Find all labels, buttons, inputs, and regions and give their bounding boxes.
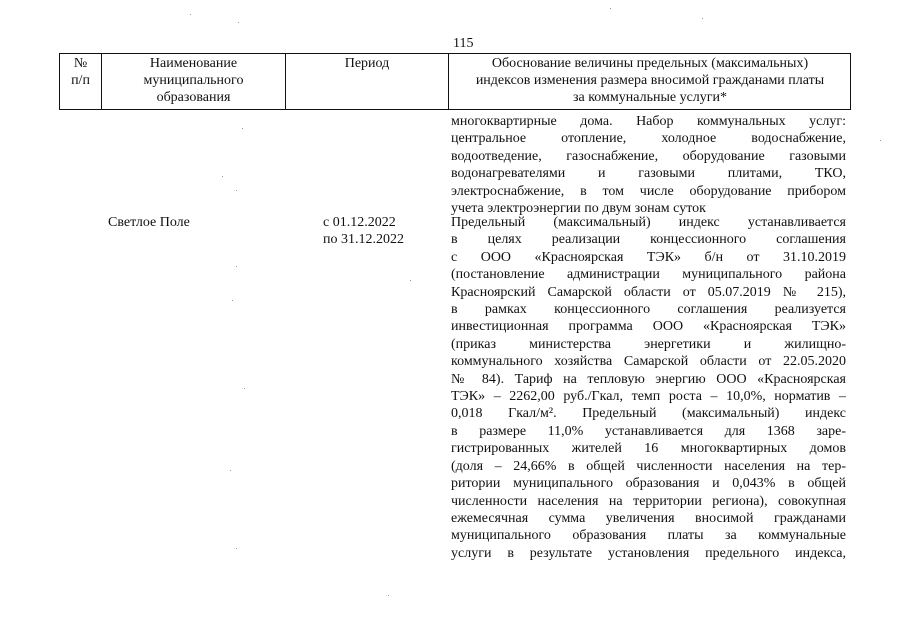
text-line: муниципального образования платы за коммунальные bbox=[451, 528, 846, 544]
period-end: по 31.12.2022 bbox=[323, 232, 404, 248]
text-line: коммунального хозяйства Самарской области от 22.05.2020 bbox=[451, 354, 846, 370]
text-line: гистрированных жителей 16 многоквартирных домов bbox=[451, 441, 846, 457]
text-line: № 84). Тариф на тепловую энергию ООО «Красноярская bbox=[451, 371, 846, 387]
text-line: (приказ министерства энергетики и жилищно- bbox=[451, 336, 846, 352]
header-col-number-line: № bbox=[73, 56, 88, 71]
header-col-municipality bbox=[102, 54, 286, 109]
text-line: услуги в результате установления предельного индекса, bbox=[451, 545, 846, 561]
header-col-justification bbox=[449, 54, 851, 109]
text-line: учета электроэнергии по двум зонам суток bbox=[451, 201, 706, 217]
text-line: ТЭК» – 2262,00 руб./Гкал, темп роста – 10,0%, норматив – bbox=[451, 389, 846, 405]
page-number: 115 bbox=[453, 36, 474, 51]
text-line: в размере 11,0% устанавливается для 1368 заре- bbox=[451, 423, 846, 439]
scan-speck bbox=[238, 22, 239, 23]
scan-speck bbox=[610, 8, 611, 9]
text-line: водоотведение, газоснабжение, оборудование газовыми bbox=[451, 148, 846, 164]
scan-speck bbox=[222, 176, 223, 177]
text-line: численности населения на территории региона), совокупная bbox=[451, 493, 846, 509]
text-line: инвестиционная программа ООО «Красноярская ТЭК» bbox=[451, 319, 846, 335]
scan-speck bbox=[244, 388, 245, 389]
continuation-text bbox=[451, 113, 846, 217]
municipality-name: Светлое Поле bbox=[108, 215, 190, 230]
header-col-period-line: Период bbox=[344, 56, 390, 71]
scan-speck bbox=[230, 470, 231, 471]
header-col-period bbox=[286, 54, 449, 109]
text-line: водонагревателями и газовыми плитами, ТКО, bbox=[451, 166, 846, 182]
header-col-justification-line: индексов изменения размера вносимой гражданами платы bbox=[475, 73, 825, 88]
scan-speck bbox=[232, 300, 233, 301]
scan-speck bbox=[236, 548, 237, 549]
text-line: в рамках концессионного соглашения реализуется bbox=[451, 302, 846, 318]
period-start: с 01.12.2022 bbox=[323, 215, 396, 230]
header-col-justification-line: за коммунальные услуги* bbox=[572, 90, 728, 105]
text-line: ритории муниципального образования и 0,043% в общей bbox=[451, 476, 846, 492]
header-col-municipality-line: Наименование bbox=[149, 56, 238, 71]
text-line: в целях реализации концессионного соглашения bbox=[451, 232, 846, 248]
scan-speck bbox=[410, 280, 411, 281]
scan-speck bbox=[236, 190, 237, 191]
scan-speck bbox=[190, 14, 191, 15]
scan-speck bbox=[388, 595, 389, 596]
text-line: 0,018 Гкал/м². Предельный (максимальный) индекс bbox=[451, 406, 846, 422]
period-range bbox=[323, 214, 404, 249]
scan-speck bbox=[702, 18, 703, 19]
text-line: Красноярский Самарской области от 05.07.2019 № 215), bbox=[451, 284, 846, 300]
header-col-number bbox=[60, 54, 102, 109]
header-col-number-line: п/п bbox=[71, 73, 90, 88]
header-col-municipality-line: образования bbox=[156, 90, 231, 105]
header-col-municipality-line: муниципального bbox=[143, 73, 244, 88]
text-line: Предельный (максимальный) индекс устанавливается bbox=[451, 215, 846, 230]
scan-speck bbox=[880, 140, 881, 141]
header-col-justification-line: Обоснование величины предельных (максимальных) bbox=[491, 56, 809, 71]
table-header bbox=[59, 53, 851, 110]
scan-speck bbox=[236, 266, 237, 267]
text-line: (постановление администрации муниципального района bbox=[451, 267, 846, 283]
text-line: ежемесячная сумма увеличения вносимой гражданами bbox=[451, 510, 846, 526]
scan-speck bbox=[242, 128, 243, 129]
text-line: (доля – 24,66% в общей численности населения на тер- bbox=[451, 458, 846, 474]
text-line: многоквартирные дома. Набор коммунальных услуг: bbox=[451, 114, 846, 129]
text-line: электроснабжение, в том числе оборудование прибором bbox=[451, 183, 846, 199]
text-line: центральное отопление, холодное водоснабжение, bbox=[451, 131, 846, 147]
justification-text bbox=[451, 214, 846, 562]
text-line: с ООО «Красноярская ТЭК» б/н от 31.10.2019 bbox=[451, 249, 846, 265]
